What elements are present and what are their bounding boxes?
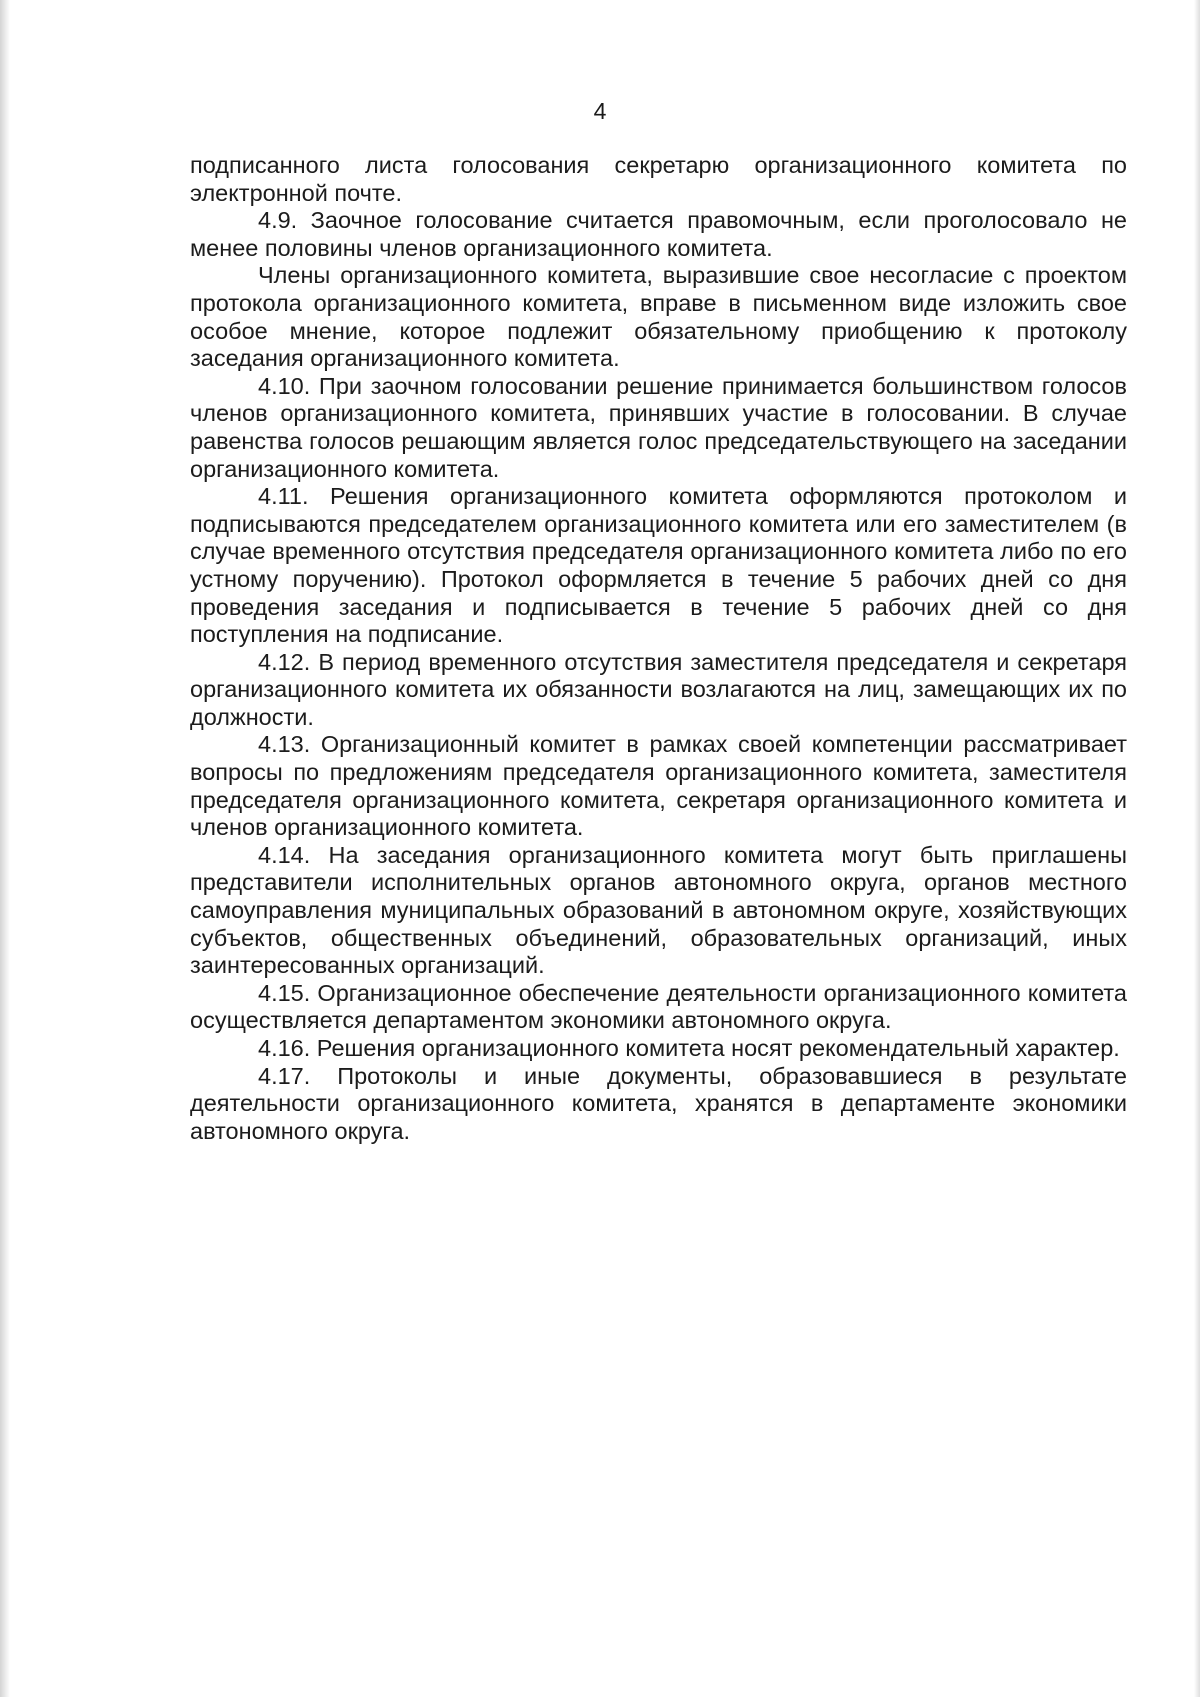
document-body <box>190 152 1127 1145</box>
paragraph-4-15: 4.15. Организационное обеспечение деятельности организационного комитета осуществляется департаментом экономики автономного округа. <box>190 979 1127 1034</box>
paragraph-4-16: 4.16. Решения организационного комитета носят рекомендательный характер. <box>258 1035 1120 1061</box>
paragraph-4-17: 4.17. Протоколы и иные документы, образовавшиеся в результате деятельности организационного комитета, хранятся в департаменте экономики автономного округа. <box>190 1062 1127 1144</box>
page-number: 4 <box>593 98 607 124</box>
paragraph-4-12: 4.12. В период временного отсутствия заместителя председателя и секретаря организационного комитета их обязанности возлагаются на лиц, замещающих их по должности. <box>190 648 1127 730</box>
paragraph-4-14: 4.14. На заседания организационного комитета могут быть приглашены представители исполнительных органов автономного округа, органов местного самоуправления муниципальных образований в автономном округе, хозяйствующих субъектов, общественных объединений, образовательных организаций, иных заинтересованных организаций. <box>190 841 1127 979</box>
paragraph-4-11: 4.11. Решения организационного комитета оформляются протоколом и подписываются председателем организационного комитета или его заместителем (в случае временного отсутствия председателя организационного комитета либо по его устному поручению). Протокол оформляется в течение 5 рабочих дней со дня проведения заседания и подписывается в течение 5 рабочих дней со дня поступления на подписание. <box>190 483 1127 648</box>
paragraph-continuation: подписанного листа голосования секретарю организационного комитета по электронной почте. <box>190 152 1127 206</box>
paragraph-4-13: 4.13. Организационный комитет в рамках своей компетенции рассматривает вопросы по предложениям председателя организационного комитета, заместителя председателя организационного комитета, секретаря организационного комитета и членов организационного комитета. <box>190 731 1127 841</box>
paragraph-4-10: 4.10. При заочном голосовании решение принимается большинством голосов членов организационного комитета, принявших участие в голосовании. В случае равенства голосов решающим является голос председательствующего на заседании организационного комитета. <box>190 372 1127 482</box>
paragraph-dissent: Члены организационного комитета, выразившие свое несогласие с проектом протокола организационного комитета, вправе в письменном виде изложить свое особое мнение, которое подлежит обязательному приобщению к протоколу заседания организационного комитета. <box>190 262 1127 372</box>
paragraph-4-9: 4.9. Заочное голосование считается правомочным, если проголосовало не менее половины членов организационного комитета. <box>190 207 1127 261</box>
